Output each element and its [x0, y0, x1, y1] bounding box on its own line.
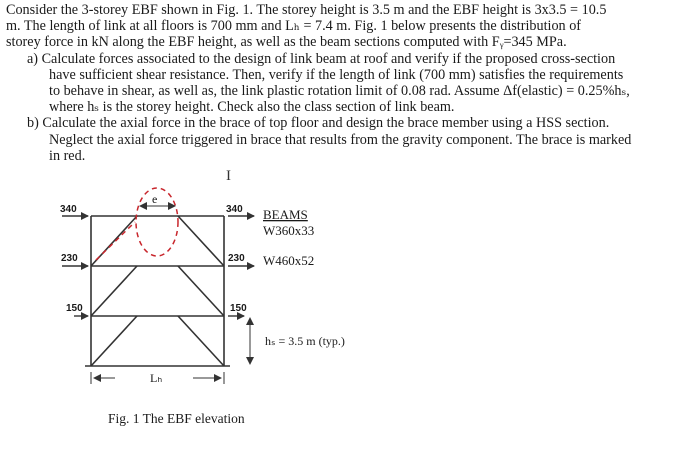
force-label-left: 340	[60, 204, 77, 215]
intro-line: storey force in kN along the EBF height, as well as the beam sections computed with Fᵧ=345 MPa.	[6, 34, 567, 51]
intro-line: Consider the 3-storey EBF shown in Fig. 1. The storey height is 3.5 m and the EBF height is 3x3.5 = 10.5	[6, 2, 607, 18]
part-b-line: Neglect the axial force triggered in brace that results from the gravity component. The brace is marked	[49, 131, 632, 148]
brace	[178, 266, 224, 316]
figure-caption: Fig. 1 The EBF elevation	[108, 411, 245, 426]
part-b-line: b) Calculate the axial force in the brace of top floor and design the brace member using a HSS section.	[27, 115, 610, 132]
brace	[178, 316, 224, 366]
force-label-left: 230	[61, 253, 78, 264]
beams-heading: BEAMS	[263, 207, 308, 222]
part-b-line: in red.	[49, 147, 86, 164]
highlighted-brace	[96, 188, 178, 260]
brace	[91, 266, 137, 316]
part-a-line: where hₛ is the storey height. Check also the class section of link beam.	[49, 99, 455, 116]
part-a-line: have sufficient shear resistance. Then, verify if the length of link (700 mm) satisfies the requirements	[49, 66, 624, 83]
storey-height-label: hₛ = 3.5 m (typ.)	[265, 334, 345, 348]
beam-section: W460x52	[263, 253, 315, 268]
force-label-left: 150	[66, 303, 83, 314]
beam-section: W360x33	[263, 223, 315, 238]
part-a-line: to behave in shear, as well as, the link plastic rotation limit of 0.08 rad. Assume Δf(elastic) = 0.25%hₛ,	[49, 83, 630, 100]
frame	[85, 216, 230, 366]
force-label-right: 340	[226, 204, 243, 215]
brace	[91, 316, 137, 366]
link-label: e	[152, 192, 158, 206]
force-label-right: 150	[230, 303, 247, 314]
brace	[178, 216, 224, 266]
span-label: Lₕ	[150, 371, 163, 385]
intro-line: m. The length of link at all floors is 700 mm and Lₕ = 7.4 m. Fig. 1 below presents the distribution of	[6, 18, 582, 35]
text-cursor-icon: I	[226, 168, 231, 184]
part-a-line: a) Calculate forces associated to the design of link beam at roof and verify if the proposed cross-section	[27, 50, 616, 67]
force-label-right: 230	[228, 253, 245, 264]
